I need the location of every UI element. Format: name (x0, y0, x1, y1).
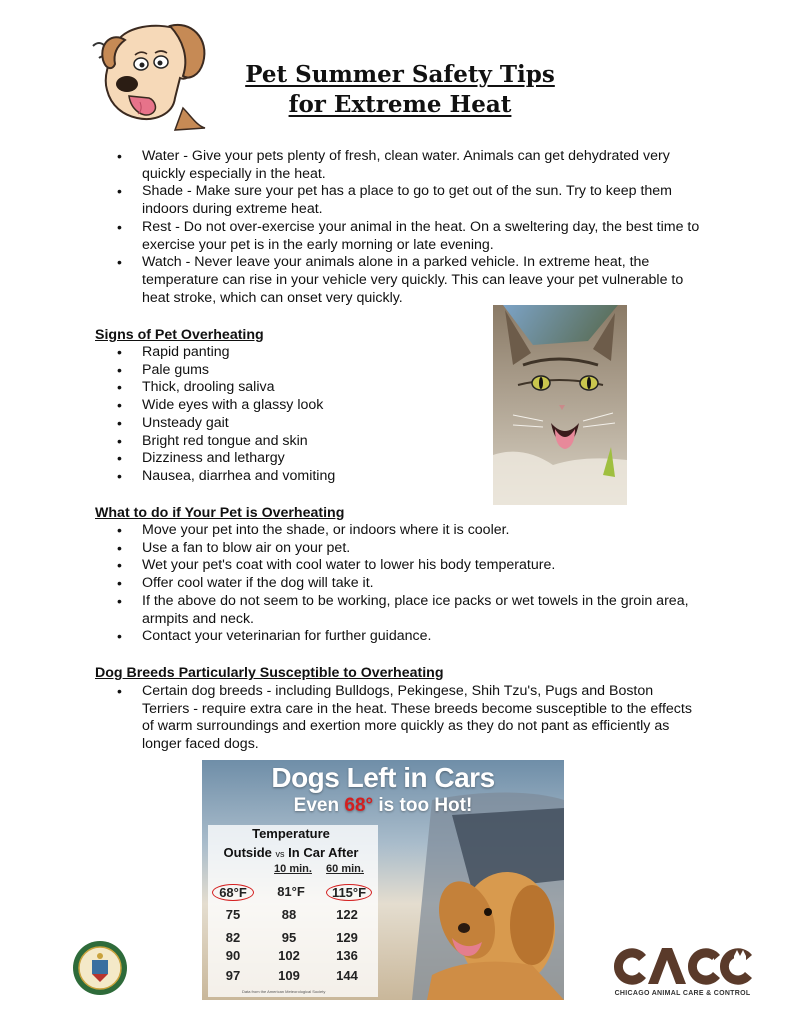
row-3-10min: 95 (281, 930, 297, 945)
list-item: • Unsteady gait (95, 415, 485, 433)
subhead-60min: 60 min. (326, 863, 364, 875)
city-of-chicago-seal-logo (72, 940, 128, 996)
signs-list (95, 344, 485, 486)
cacc-name: CHICAGO ANIMAL CARE & CONTROL (614, 990, 751, 997)
table-column-headers (202, 845, 380, 860)
row-4-outside: 90 (225, 948, 241, 963)
list-item: • Watch - Never leave your animals alone in a parked vehicle. In extreme heat, the temperature can rise in your vehicle very quickly. This can leave your pet vulnerable to heat stroke, which can onset very quickly. (95, 254, 710, 307)
panting-cat-photo (493, 305, 627, 505)
signs-heading: Signs of Pet Overheating (95, 327, 264, 343)
list-item: • Contact your veterinarian for further guidance. (95, 628, 695, 646)
list-item: • Rest - Do not over-exercise your animal in the heat. On a sweltering day, the best time to exercise your pet is in the early morning or late evening. (95, 219, 710, 254)
list-item: • If the above do not seem to be working, place ice packs or wet towels in the groin area, armpits and neck. (95, 593, 695, 628)
breeds-list (95, 683, 695, 754)
col-vs: vs (275, 849, 285, 859)
list-item: • Pale gums (95, 362, 485, 380)
list-item: • Thick, drooling saliva (95, 379, 485, 397)
list-item: • Move your pet into the shade, or indoors where it is cooler. (95, 522, 695, 540)
list-item: • Wet your pet's coat with cool water to lower his body temperature. (95, 557, 695, 575)
row-5-10min: 109 (278, 968, 300, 983)
row-2-60min: 122 (336, 907, 358, 922)
list-item: • Water - Give your pets plenty of fresh, clean water. Animals can get dehydrated very quickly especially in the heat. (95, 148, 710, 183)
row-3-60min: 129 (336, 930, 358, 945)
cacc-logo (610, 942, 755, 1002)
dogs-in-cars-graphic (202, 760, 564, 1000)
subhead-10min: 10 min. (274, 863, 312, 875)
title-line-1: Pet Summer Safety Tips (245, 61, 555, 88)
cartoon-dog-illustration (85, 18, 215, 133)
breeds-heading: Dog Breeds Particularly Susceptible to Overheating (95, 665, 444, 681)
col-outside: Outside (223, 845, 272, 860)
subtitle-temp: 68° (344, 795, 374, 816)
list-item: • Nausea, diarrhea and vomiting (95, 468, 485, 486)
table-source-note: Data from the American Meteorological Society (242, 989, 326, 994)
title-line-2: for Extreme Heat (288, 91, 512, 118)
subtitle-suffix: is too Hot! (373, 795, 473, 816)
row-1-10min: 81°F (277, 884, 305, 899)
page-title (215, 60, 585, 120)
list-item: • Use a fan to blow air on your pet. (95, 540, 695, 558)
intro-tips-list (95, 148, 710, 307)
row-2-10min: 88 (281, 907, 297, 922)
row-3-outside: 82 (225, 930, 241, 945)
row-1-60min: 115°F (326, 884, 372, 901)
list-item: • Rapid panting (95, 344, 485, 362)
list-item: • Bright red tongue and skin (95, 433, 485, 451)
list-item: • Dizziness and lethargy (95, 450, 485, 468)
list-item: • Shade - Make sure your pet has a place to go to get out of the sun. Try to keep them indoors during extreme heat. (95, 183, 710, 218)
col-in-car: In Car After (288, 845, 359, 860)
row-4-60min: 136 (336, 948, 358, 963)
list-item: • Offer cool water if the dog will take it. (95, 575, 695, 593)
subtitle-prefix: Even (293, 795, 345, 816)
table-title: Temperature (252, 826, 330, 841)
row-5-60min: 144 (336, 968, 358, 983)
list-item: • Certain dog breeds - including Bulldogs, Pekingese, Shih Tzu's, Pugs and Boston Terriers - require extra care in the heat. These breeds become susceptible to the effects of warm surroundings and exertion more quickly as they do not pant as efficiently as longer faced dogs. (95, 683, 695, 754)
graphic-subtitle (202, 795, 564, 817)
graphic-title: Dogs Left in Cars (271, 762, 495, 793)
row-5-outside: 97 (225, 968, 241, 983)
row-1-outside: 68°F (212, 884, 254, 901)
what-to-do-heading: What to do if Your Pet is Overheating (95, 505, 345, 521)
list-item: • Wide eyes with a glassy look (95, 397, 485, 415)
row-4-10min: 102 (278, 948, 300, 963)
cacc-logo-mark (610, 942, 755, 988)
row-2-outside: 75 (225, 907, 241, 922)
what-to-do-list (95, 522, 695, 646)
